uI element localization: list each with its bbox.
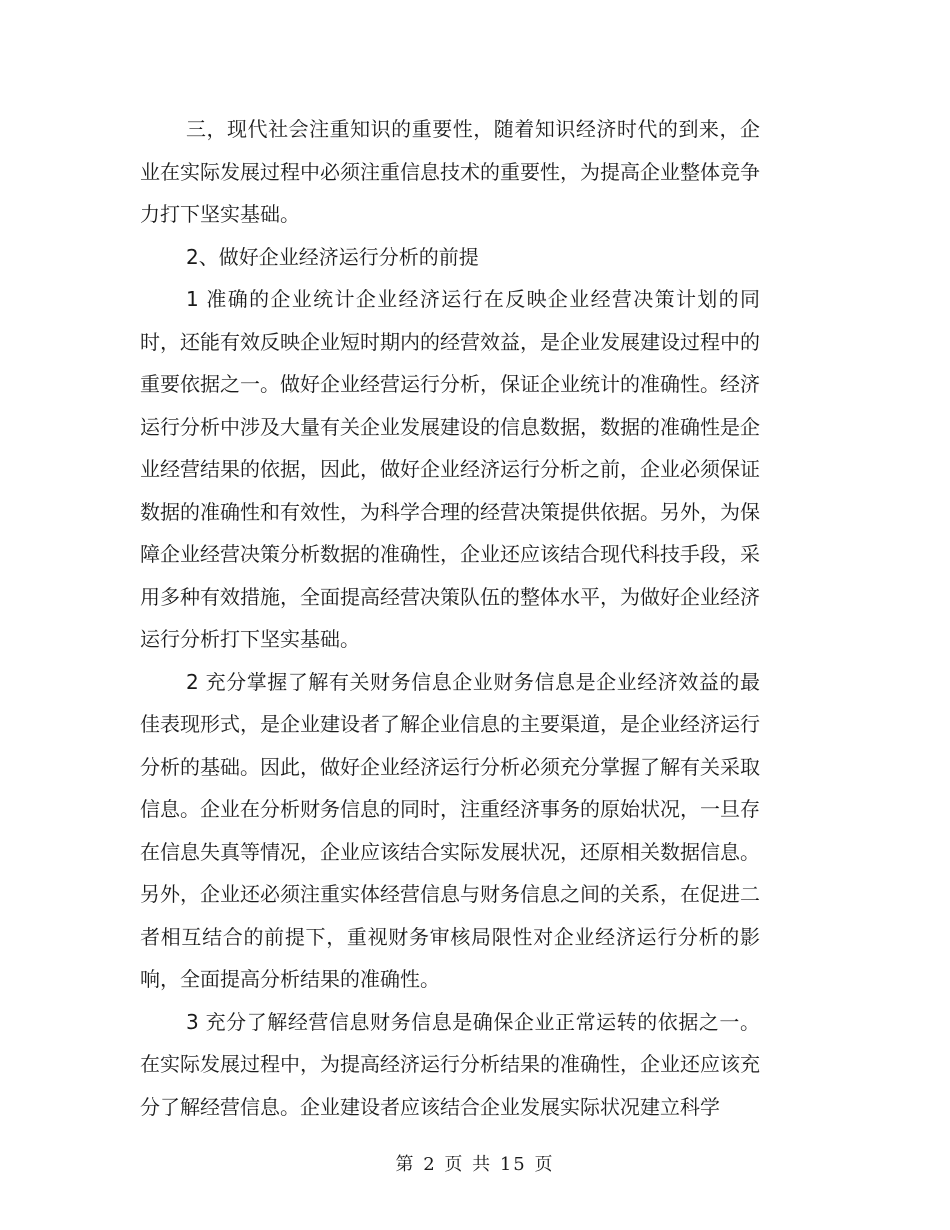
- paragraph-operating-information: 3 充分了解经营信息财务信息是确保企业正常运转的依据之一。在实际发展过程中，为提高经济运行分析结果的准确性，企业还应该充分了解经营信息。企业建设者应该结合企业发展实际状况建立科学: [140, 1009, 760, 1119]
- paragraph-accurate-statistics: 1 准确的企业统计企业经济运行在反映企业经营决策计划的同时，还能有效反映企业短时期内的经营效益，是企业发展建设过程中的重要依据之一。做好企业经营运行分析，保证企业统计的准确性。经济运行分析中涉及大量有关企业发展建设的信息数据，数据的准确性是企业经营结果的依据，因此，做好企业经济运行分析之前，企业必须保证数据的准确性和有效性，为科学合理的经营决策提供依据。另外，为保障企业经营决策分析数据的准确性，企业还应该结合现代科技手段，采用多种有效措施，全面提高经营决策队伍的整体水平，为做好企业经济运行分析打下坚实基础。: [140, 287, 760, 651]
- section-heading: 2、做好企业经济运行分析的前提: [186, 244, 479, 269]
- paragraph-intro-point-three: 三，现代社会注重知识的重要性，随着知识经济时代的到来，企业在实际发展过程中必须注重信息技术的重要性，为提高企业整体竞争力打下坚实基础。: [140, 117, 760, 226]
- paragraph-financial-information: 2 充分掌握了解有关财务信息企业财务信息是企业经济效益的最佳表现形式，是企业建设者了解企业信息的主要渠道，是企业经济运行分析的基础。因此，做好企业经济运行分析必须充分掌握了解有关采取信息。企业在分析财务信息的同时，注重经济事务的原始状况，一旦存在信息失真等情况，企业应该结合实际发展状况，还原相关数据信息。另外，企业还必须注重实体经营信息与财务信息之间的关系，在促进二者相互结合的前提下，重视财务审核局限性对企业经济运行分析的影响，全面提高分析结果的准确性。: [140, 669, 760, 991]
- page-number-footer: 第 2 页 共 15 页: [395, 1154, 555, 1175]
- document-body: [140, 108, 760, 1128]
